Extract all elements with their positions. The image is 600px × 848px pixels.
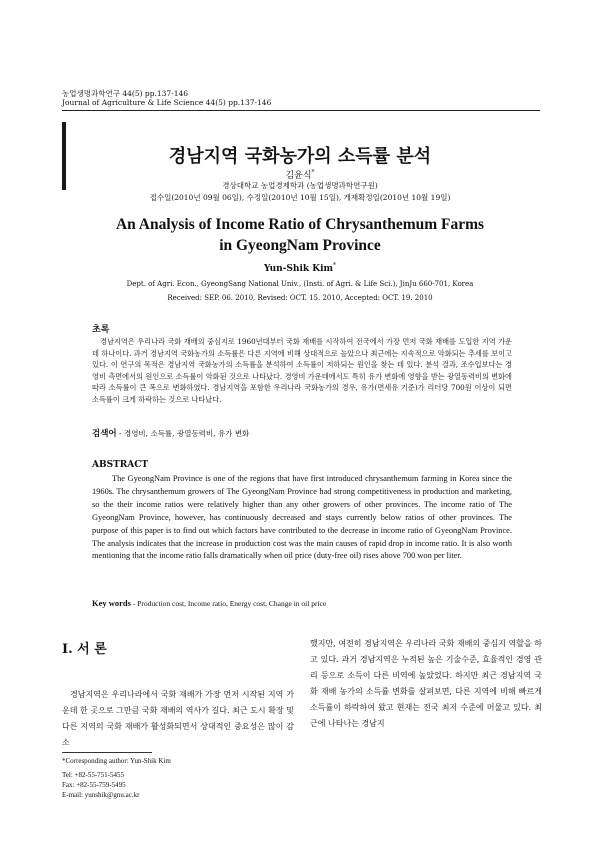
- footnote-tel: Tel: +82-55-751-5455: [62, 771, 124, 779]
- abstract-ko-heading: 초록: [92, 325, 110, 335]
- intro-left-column: [62, 638, 294, 751]
- header-rule: [62, 110, 540, 111]
- paper-title-en-line1: An Analysis of Income Ratio of Chrysanthemum Farms: [115, 216, 485, 233]
- footnote-corresponding: *Corresponding author: Yun-Shik Kim: [62, 757, 171, 765]
- intro-heading: I. 서 론: [62, 642, 107, 657]
- author-mark: *: [311, 169, 315, 176]
- paper-title-en: [0, 214, 600, 256]
- footnote-email: E-mail: yunshik@gnu.ac.kr: [62, 791, 140, 799]
- author-en: [0, 262, 600, 274]
- keywords-ko-list: - 경영비, 소득률, 광열동력비, 유가 변화: [116, 429, 250, 438]
- paper-title-ko: 경남지역 국화농가의 소득률 분석: [168, 146, 432, 167]
- author-ko-name: 김윤식: [285, 171, 312, 181]
- keywords-en-list: - Production cost, Income ratio, Energy cost, Change in oil price: [130, 599, 327, 608]
- abstract-en-body: The GyeongNam Province is one of the regions that have first introduced chrysanthemum farming in Korea since the 1960s. The chrysanthemum growers of The GyeongNam Province had strong competitiveness in production and marketing, so the their income ratios were relatively higher than any other growers of other provinces. The income ratio of The GyeongNam Province, however, has continuously decreased and stays currently below ratios of other provinces. The purpose of this paper is to find out which factors have contributed to the decrease in income ratio of GyeongNam Province. The analysis indicates that the increase in production cost was the main causes of rapid drop in income ratio. It is also worth mentioning that the income ratio falls dramatically when oil price (duty-free oil) rises above 700 won per liter.: [92, 474, 512, 561]
- abstract-en-heading: ABSTRACT: [92, 460, 149, 470]
- paper-title-en-line2: in GyeongNam Province: [219, 237, 381, 254]
- affiliation-en: Dept. of Agri. Econ., GyeongSang National Univ., (Insti. of Agri. & Life Sci.), JinJu 660-701, Korea: [126, 280, 474, 288]
- footnote-fax: Fax: +82-55-759-5495: [62, 781, 126, 789]
- dates-en: Received: SEP. 06. 2010, Revised: OCT. 15. 2010, Accepted: OCT. 19. 2010: [167, 294, 433, 302]
- intro-right-text: 했지만, 여전히 경남지역은 우리나라 국화 재배의 중심지 역할을 하고 있다. 과거 경남지역은 누적된 높은 기술수준, 효율적인 경영 관리 등으로 소득이 다른 비역에 높았었다. 하지만 최근 경남지역 국화 재배 농가의 소득률 변화를 살펴보면, 다른 지역에 비해 빠르게 소득률이 하락하여 왔고 현재는 전국 최저 수준에 머물고 있다. 최근에 나타나는 경남지: [310, 639, 542, 728]
- intro-left-text: 경남지역은 우리나라에서 국화 재배가 가장 먼저 시작된 지역 가운데 한 곳으로 그만큼 국화 재배의 역사가 길다. 최근 도시 확장 및 다른 지역의 국화 재배가 활성화되면서 상대적인 중요성은 많이 감소: [62, 690, 294, 747]
- intro-right-column: [310, 636, 542, 732]
- keywords-ko: [92, 427, 249, 439]
- journal-citation-en: Journal of Agriculture & Life Science 44(5) pp.137-146: [62, 98, 272, 107]
- journal-citation-ko: 농업생명과학연구 44(5) pp.137-146: [62, 89, 189, 98]
- affiliation-ko: 경상대학교 농업경제학과 (농업생명과학연구원): [222, 181, 378, 190]
- keywords-ko-label: 검색어: [92, 429, 117, 439]
- author-en-mark: *: [333, 262, 337, 269]
- footnote: [62, 756, 171, 800]
- dates-ko: 접수일(2010년 09월 06일), 수정일(2010년 10월 15일), 게재확정일(2010년 10월 19일): [149, 193, 451, 202]
- keywords-en: [92, 598, 326, 608]
- author-en-name: Yun-Shik Kim: [263, 264, 334, 274]
- abstract-ko-body: 경남지역은 우리나라 국화 재배의 중심지로 1960년대부터 국화 재배를 시작하여 전국에서 가장 먼저 국화 재배를 도입한 지역 가운데 하나이다. 과거 경남지역 국화농가의 소득률은 다른 지역에 비해 상대적으로 높았으나 최근에는 지속적으로 악화되는 추세를 보이고 있다. 이 연구의 목적은 경남지역 국화농가의 소득률을 분석하여 소득률이 저하되는 원인을 찾는 데 있다. 분석 결과, 조수입보다는 경영비 측면에서의 원인으로 소득률이 악화된 것으로 나타났다. 경영비 가운데에서도 특히 유가 변화에 영향을 받는 광열동력비의 변화에 따라 소득률이 큰 폭으로 변화하였다. 경남지역을 포함한 우리나라 국화농가의 경우, 유가(면세유 기준)가 리터당 700원 이상이 되면 소득률이 크게 하락하는 것으로 나타났다.: [92, 337, 512, 404]
- footnote-rule: [62, 752, 152, 753]
- keywords-en-label: Key words: [92, 598, 131, 608]
